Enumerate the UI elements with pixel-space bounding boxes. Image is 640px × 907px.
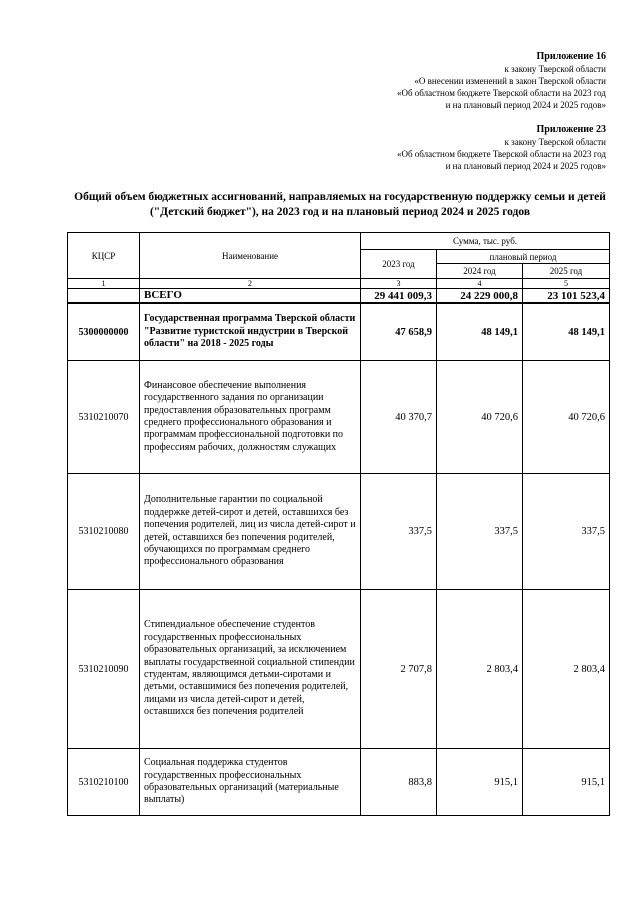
row-code: 5300000000 (68, 303, 140, 361)
total-code (68, 289, 140, 304)
table-row (68, 474, 610, 590)
row-code: 5310210090 (68, 590, 140, 749)
document-title (70, 190, 610, 220)
total-row (68, 289, 610, 304)
appendix-23 (397, 124, 606, 172)
appendix-16-line: «Об областном бюджете Тверской области на 2023 год (396, 88, 606, 98)
total-label: ВСЕГО (140, 289, 361, 304)
header-kcsr: КЦСР (68, 233, 140, 279)
appendix-23-line: и на плановый период 2024 и 2025 годов» (445, 161, 606, 171)
row-name: Финансовое обеспечение выполнения государственного задания по организации предоставления образовательных программ среднего профессионального образования и программам профессиональной подготовки по профессиям рабочих, должностям служащих (140, 361, 361, 474)
row-2024: 2 803,4 (437, 590, 523, 749)
table-row (68, 749, 610, 816)
row-2023: 40 370,7 (361, 361, 437, 474)
row-2025: 2 803,4 (523, 590, 610, 749)
column-number: 1 (68, 279, 140, 289)
header-sum: Сумма, тыс. руб. (361, 233, 610, 250)
document-title-line: Общий объем бюджетных ассигнований, направляемых на государственную поддержку семьи и детей (74, 191, 606, 203)
header-name: Наименование (140, 233, 361, 279)
appendix-16-title: Приложение 16 (536, 51, 606, 62)
total-2024: 24 229 000,8 (437, 289, 523, 304)
row-code: 5310210070 (68, 361, 140, 474)
table-row (68, 590, 610, 749)
table-row (68, 303, 610, 361)
column-number-row (68, 279, 610, 289)
column-number: 4 (437, 279, 523, 289)
row-name: Стипендиальное обеспечение студентов государственных профессиональных образовательных организаций, за исключением выплаты государственной социальной стипендии студентам, являющимся детьми-сиротами и детьми, оставшимися без попечения родителей, лицами из числа детей-сирот и детей, оставшихся без попечения родителей (140, 590, 361, 749)
row-2023: 47 658,9 (361, 303, 437, 361)
column-number: 2 (140, 279, 361, 289)
appendix-16-line: и на плановый период 2024 и 2025 годов» (445, 100, 606, 110)
document-title-line: ("Детский бюджет"), на 2023 год и на плановый период 2024 и 2025 годов (149, 206, 531, 218)
header-2023: 2023 год (361, 250, 437, 279)
appendix-23-title: Приложение 23 (536, 124, 606, 135)
row-code: 5310210080 (68, 474, 140, 590)
row-2023: 337,5 (361, 474, 437, 590)
row-2023: 883,8 (361, 749, 437, 816)
total-2025: 23 101 523,4 (523, 289, 610, 304)
header-2025: 2025 год (523, 264, 610, 279)
appendix-23-line: к закону Тверской области (504, 137, 606, 147)
row-2024: 48 149,1 (437, 303, 523, 361)
row-code: 5310210100 (68, 749, 140, 816)
row-2025: 40 720,6 (523, 361, 610, 474)
table-row (68, 361, 610, 474)
appendix-23-line: «Об областном бюджете Тверской области на 2023 год (396, 149, 606, 159)
row-2024: 337,5 (437, 474, 523, 590)
row-2024: 40 720,6 (437, 361, 523, 474)
row-2025: 915,1 (523, 749, 610, 816)
row-name: Государственная программа Тверской области "Развитие туристской индустрии в Тверской области" на 2018 - 2025 годы (140, 303, 361, 361)
appendix-16-line: к закону Тверской области (504, 64, 606, 74)
row-2025: 48 149,1 (523, 303, 610, 361)
column-number: 5 (523, 279, 610, 289)
appendix-16-line: «О внесении изменений в закон Тверской области (414, 76, 606, 86)
row-2024: 915,1 (437, 749, 523, 816)
budget-table (67, 232, 610, 816)
total-2023: 29 441 009,3 (361, 289, 437, 304)
column-number: 3 (361, 279, 437, 289)
row-name: Социальная поддержка студентов государственных профессиональных образовательных организаций (материальные выплаты) (140, 749, 361, 816)
row-2023: 2 707,8 (361, 590, 437, 749)
header-2024: 2024 год (437, 264, 523, 279)
header-planned: плановый период (437, 250, 610, 264)
row-name: Дополнительные гарантии по социальной поддержке детей-сирот и детей, оставшихся без попечения родителей, лиц из числа детей-сирот и детей, оставшихся без попечения родителей, обучающихся по программам среднего профессионального образования (140, 474, 361, 590)
row-2025: 337,5 (523, 474, 610, 590)
appendix-16 (397, 51, 606, 111)
